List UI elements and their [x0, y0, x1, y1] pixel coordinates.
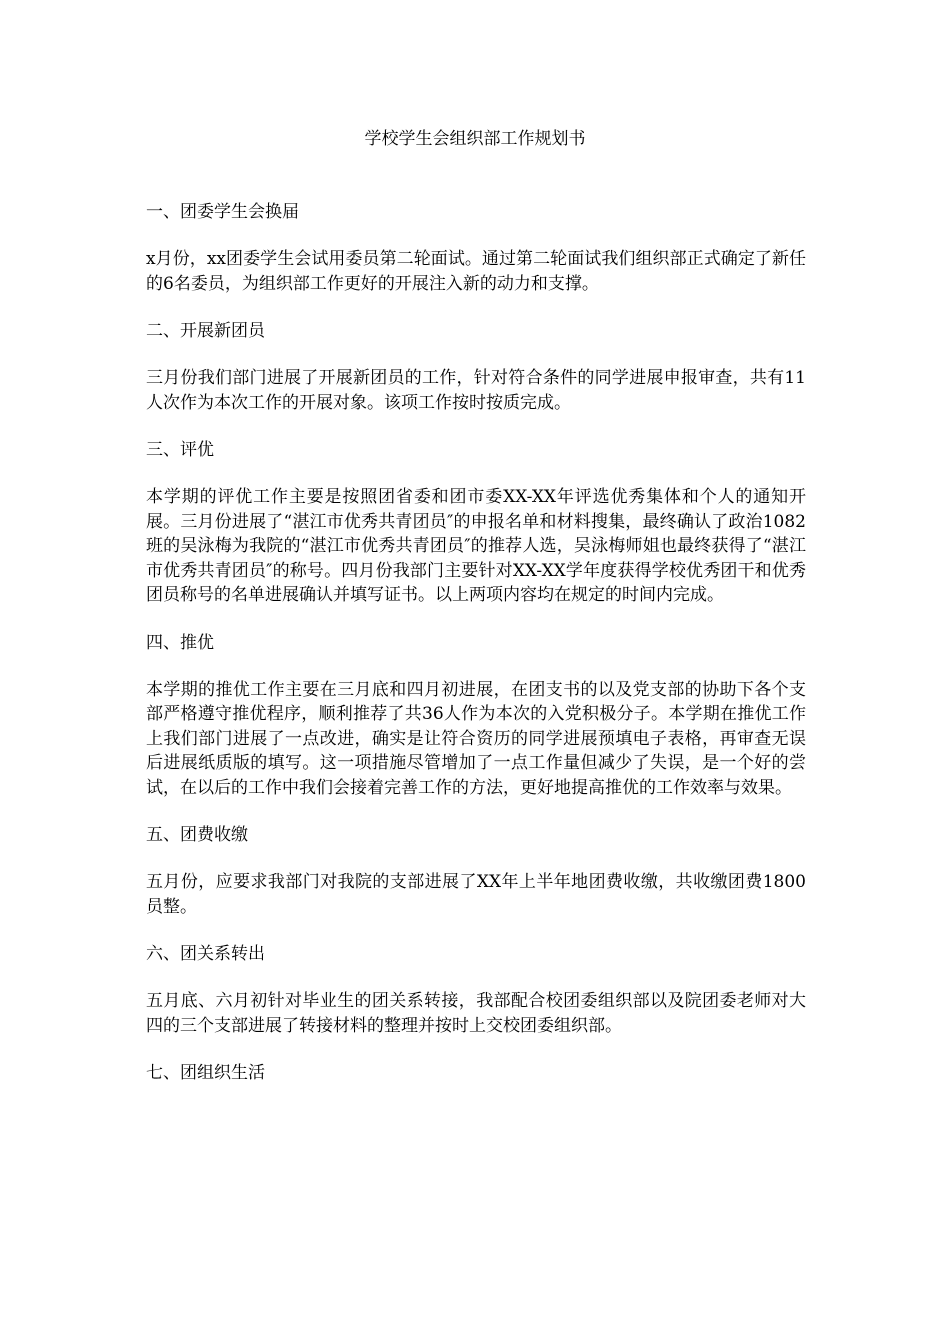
section-heading: 二、开展新团员 — [146, 321, 265, 341]
section-heading: 三、评优 — [146, 440, 214, 460]
section-heading: 一、团委学生会换届 — [146, 202, 299, 222]
section-paragraph: 五月份，应要求我部门对我院的支部进展了XX年上半年地团费收缴，共收缴团费1800员整。 — [146, 872, 806, 917]
section-4 — [146, 631, 806, 801]
section-heading: 五、团费收缴 — [146, 825, 248, 845]
section-5 — [146, 823, 806, 919]
section-heading: 七、团组织生活 — [146, 1063, 265, 1083]
document-title: 学校学生会组织部工作规划书 — [364, 129, 586, 149]
section-paragraph: 本学期的推优工作主要在三月底和四月初进展，在团支书的以及党支部的协助下各个支部严格遵守推优程序，顺利推荐了共36人作为本次的入党积极分子。本学期在推优工作上我们部门进展了一点改进，确实是让符合资历的同学进展预填电子表格，再审查无误后进展纸质版的填写。这一项措施尽管增加了一点工作量但减少了失误，是一个好的尝试，在以后的工作中我们会接着完善工作的方法，更好地提高推优的工作效率与效果。 — [146, 679, 806, 798]
document-body — [146, 200, 806, 1108]
section-paragraph: 五月底、六月初针对毕业生的团关系转接，我部配合校团委组织部以及院团委老师对大四的三个支部进展了转接材料的整理并按时上交校团委组织部。 — [146, 991, 806, 1036]
section-heading: 六、团关系转出 — [146, 944, 265, 964]
section-7 — [146, 1061, 806, 1085]
section-paragraph: 三月份我们部门进展了开展新团员的工作，针对符合条件的同学进展申报审查，共有11人次作为本次工作的开展对象。该项工作按时按质完成。 — [146, 368, 806, 413]
section-6 — [146, 942, 806, 1038]
section-2 — [146, 319, 806, 415]
section-paragraph: x月份，xx团委学生会试用委员第二轮面试。通过第二轮面试我们组织部正式确定了新任的6名委员，为组织部工作更好的开展注入新的动力和支撑。 — [146, 249, 806, 294]
section-paragraph: 本学期的评优工作主要是按照团省委和团市委XX-XX年评选优秀集体和个人的通知开展。三月份进展了“湛江市优秀共青团员″的申报名单和材料搜集，最终确认了政治1082班的吴泳梅为我院的“湛江市优秀共青团员″的推荐人选，吴泳梅师姐也最终获得了“湛江市优秀共青团员″的称号。四月份我部门主要针对XX-XX学年度获得学校优秀团干和优秀团员称号的名单进展确认并填写证书。以上两项内容均在规定的时间内完成。 — [146, 487, 806, 605]
section-1 — [146, 200, 806, 296]
section-heading: 四、推优 — [146, 632, 214, 653]
section-3 — [146, 438, 806, 608]
